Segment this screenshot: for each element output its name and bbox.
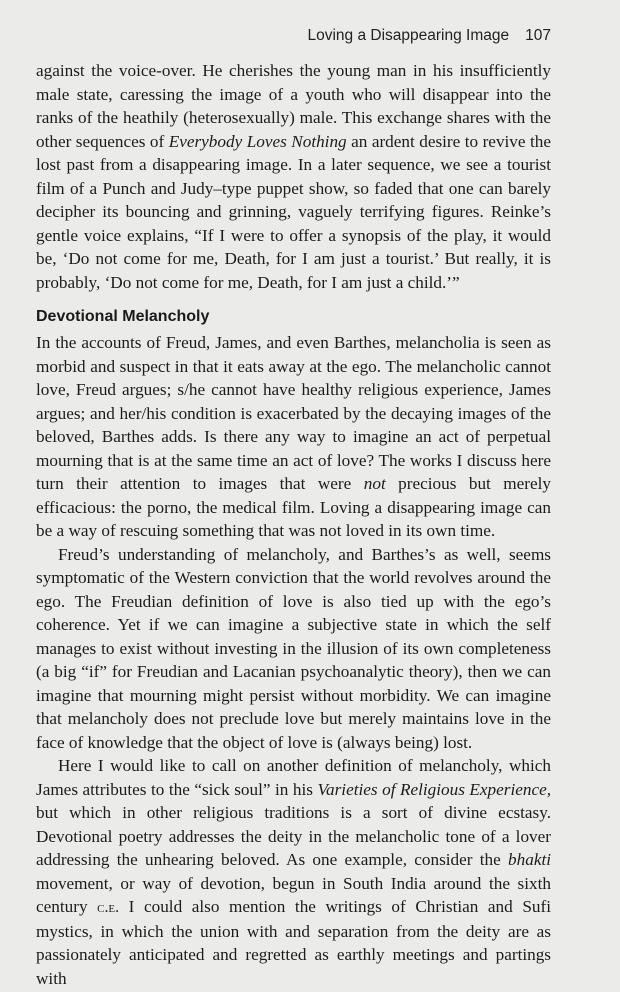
book-title: Varieties of Religious Experience, [317,779,551,799]
paragraph-2-text-a: In the accounts of Freud, James, and even Barthes, melancholia is seen as morbid and suspect in that it eats away at the ego. The melancholic cannot love, Freud argues; s/he cannot have healthy religious experience, James argues; and her/his condition is exacerbated by the decaying images of the beloved, Barthes adds. Is there any way to imagine an act of perpetual mourning that is at the same time an act of love? The works I discuss here turn their attention to images that were [36,333,551,493]
page-body [36,59,551,990]
paragraph-2 [36,331,551,543]
paragraph-4-text-a: Here I would like to call on another definition of melancholy, which James attributes to the “sick soul” in his [36,756,551,799]
paragraph-2-text-b: precious but merely efficacious: the porno, the medical film. Loving a disappearing image can be a way of rescuing something that was not loved in its own time. [36,474,551,540]
paragraph-4-text-b: but which in other religious traditions is a sort of divine ecstasy. Devotional poetry addresses the deity in the melancholic tone of a lover addressing the unhearing beloved. As one example, consider the [36,803,551,869]
page-number: 107 [525,27,551,44]
film-title: Everybody Loves Nothing [168,131,347,151]
paragraph-1-text-b: an ardent desire to revive the lost past from a disappearing image. In a later sequence, we see a tourist film of a Punch and Judy–type puppet show, so faded that one can barely decipher its bouncing and grinning, vaguely terrifying figures. Reinke’s gentle voice explains, “If I were to offer a synopsis of the play, it would be, ‘Do not come for me, Death, for I am just a tourist.’ But really, it is probably, ‘Do not come for me, Death, for I am just a child.’” [36,131,552,292]
paragraph-1-text-a: against the voice-over. He cherishes the young man in his insufficiently male state, caressing the image of a youth who will disappear into the ranks of the heathily (heterosexually) male. This exchange shares with the other sequences of [36,61,551,151]
paragraph-1 [36,59,551,294]
era-abbreviation: c.e. [97,899,120,916]
paragraph-3 [36,543,551,755]
paragraph-4 [36,754,551,990]
section-heading: Devotional Melancholy [36,308,210,325]
running-header [0,27,551,45]
running-title: Loving a Disappearing Image [307,27,510,44]
paragraph-4-text-d: I could also mention the writings of Christian and Sufi mystics, in which the union with and separation from the deity are as passionately anticipated and regretted as earthly meetings and partings with [36,897,551,988]
emphasis-not: not [363,474,386,493]
paragraph-4-text-c: movement, or way of devotion, begun in South India around the sixth century [36,873,551,916]
paragraph-3-text: Freud’s understanding of melancholy, and Barthes’s as well, seems symptomatic of the Western conviction that the world revolves around the ego. The Freudian definition of love is also tied up with the ego’s coherence. Yet if we can imagine a subjective state in which the self manages to exist without investing in the illusion of its own completeness (a big “if” for Freudian and Lacanian psychoanalytic theory), then we can imagine that mourning might persist without morbidity. We can imagine that melancholy does not preclude love but merely maintains love in the face of knowledge that the object of love is (always being) lost. [36,544,551,752]
term-bhakti: bhakti [508,850,551,869]
